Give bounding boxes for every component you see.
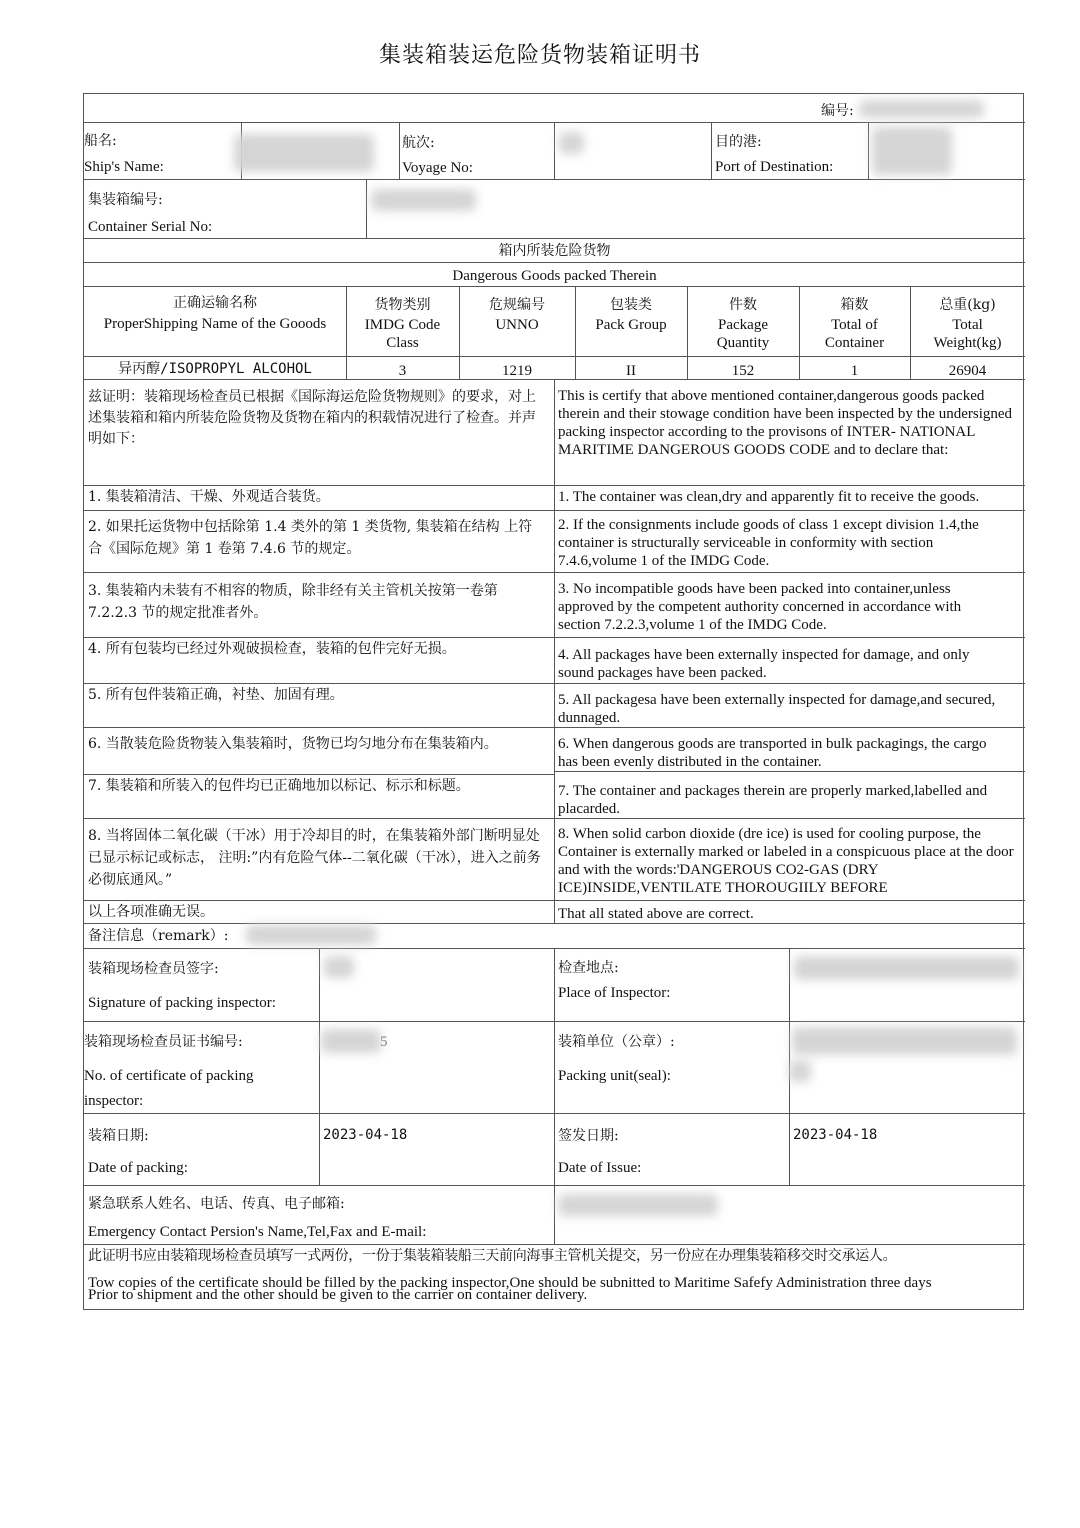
col-quantity-zh: 件数 <box>729 297 757 313</box>
container-serial-label-en: Container Serial No: <box>88 219 213 235</box>
all-correct-zh: 以上各项准确无误。 <box>88 904 214 920</box>
certificate-number-label-en-2: inspector: <box>84 1093 144 1109</box>
packing-date-value: 2023-04-18 <box>323 1127 408 1143</box>
declaration-item-7-en: 7. The container and packages therein are properly marked,labelled and placarded. <box>558 783 988 817</box>
redacted-inspector-signature <box>324 956 354 978</box>
redacted-port <box>872 127 952 175</box>
declaration-item-1-zh: 1. 集装箱清洁、干燥、外观适合装货。 <box>88 489 330 505</box>
declaration-item-6-en: 6. When dangerous goods are transported in bulk packagings, the cargo has been evenly distributed in the container. <box>558 736 987 770</box>
redacted-ship-name <box>234 134 374 172</box>
goods-header-en: Dangerous Goods packed Therein <box>452 268 657 284</box>
col-unno-zh: 危规编号 <box>489 297 545 313</box>
col-quantity-en: Package Quantity <box>716 317 770 351</box>
certificate-number-tail: 5 <box>380 1034 388 1050</box>
declaration-item-4-en: 4. All packages have been externally inspected for damage, and only sound packages have been packed. <box>558 647 970 681</box>
redacted-voyage <box>559 132 584 154</box>
footer-note-en-2: Prior to shipment and the other should be given to the carrier on container delivery. <box>88 1287 588 1303</box>
col-pack-group-zh: 包装类 <box>610 297 652 313</box>
goods-weight: 26904 <box>948 363 987 379</box>
redacted-certificate-number <box>321 1029 381 1053</box>
goods-quantity: 152 <box>731 363 755 379</box>
ship-name-label-zh: 船名: <box>84 133 117 149</box>
col-class-en: IMDG Code Class <box>364 317 441 351</box>
col-weight-zh: 总重(kg) <box>939 297 996 313</box>
document-number-label: 编号: <box>821 103 854 119</box>
col-containers-zh: 箱数 <box>840 297 869 313</box>
goods-name: 异丙醇/ISOPROPYL ALCOHOL <box>118 361 312 377</box>
redacted-packing-seal <box>789 1060 811 1082</box>
voyage-label-zh: 航次: <box>402 135 435 151</box>
container-serial-label-zh: 集装箱编号: <box>88 192 163 208</box>
declaration-item-2-zh: 2. 如果托运货物中包括除第 1.4 类外的第 1 类货物, 集装箱在结构 上符合《国际危规》第 1 卷第 7.4.6 节的规定。 <box>88 519 533 557</box>
declaration-intro-en: This is certify that above mentioned container,dangerous goods packed therein and their stowage condition have been inspected by the undersigned packing inspector according to the provisons of INTER- NATIONAL MARITIME DANGEROUS GOODS CODE and to declare that: <box>558 388 1013 458</box>
declaration-item-7-zh: 7. 集装箱和所装入的包件均已正确地加以标记、标示和标题。 <box>88 778 470 794</box>
remark-label: 备注信息（remark）: <box>88 928 229 944</box>
port-label-zh: 目的港: <box>715 134 762 150</box>
goods-unno: 1219 <box>502 363 532 379</box>
inspector-signature-label-zh: 装箱现场检查员签字: <box>88 961 219 977</box>
declaration-item-3-zh: 3. 集装箱内未装有不相容的物质，除非经有关主管机关按第一卷第 7.2.2.3 节的规定批准者外。 <box>88 583 498 621</box>
col-unno-en: UNNO <box>495 317 539 333</box>
col-class-zh: 货物类别 <box>374 297 431 313</box>
emergency-contact-label-en: Emergency Contact Persion's Name,Tel,Fax and E-mail: <box>88 1224 427 1240</box>
declaration-intro-zh: 兹证明：装箱现场检查员已根据《国际海运危险货物规则》的要求，对上述集装箱和箱内所装危险货物及货物在箱内的积载情况进行了检查。并声明如下： <box>88 389 536 447</box>
issue-date-value: 2023-04-18 <box>793 1127 878 1143</box>
footer-note-en-1: Tow copies of the certificate should be filled by the packing inspector,One should be subnitted to Maritime Safefy Administration three days <box>88 1275 932 1291</box>
packing-unit-label-zh: 装箱单位（公章）: <box>558 1034 675 1050</box>
certificate-form <box>83 93 1024 1310</box>
goods-pack-group: II <box>626 363 636 379</box>
goods-class: 3 <box>398 363 407 379</box>
declaration-item-1-en: 1. The container was clean,dry and apparently fit to receive the goods. <box>558 489 980 505</box>
redacted-packing-unit <box>792 1027 1017 1055</box>
inspection-place-label-en: Place of Inspector: <box>558 985 671 1001</box>
emergency-contact-label-zh: 紧急联系人姓名、电话、传真、电子邮箱: <box>88 1196 345 1212</box>
declaration-item-2-en: 2. If the consignments include goods of class 1 except division 1.4,the container is structurally serviceable in conformity with section 7.4.6,volume 1 of the IMDG Code. <box>558 517 979 569</box>
packing-date-label-zh: 装箱日期: <box>88 1128 149 1144</box>
issue-date-label-en: Date of Issue: <box>558 1160 642 1176</box>
goods-containers: 1 <box>850 363 859 379</box>
footer-note-zh: 此证明书应由装箱现场检查员填写一式两份，一份于集装箱装船三天前向海事主管机关提交，另一份应在办理集装箱移交时交承运人。 <box>88 1248 897 1264</box>
declaration-item-5-zh: 5. 所有包件装箱正确，衬垫、加固有理。 <box>88 687 344 703</box>
declaration-item-3-en: 3. No incompatible goods have been packed into container,unless approved by the competent authority concerned in accordance with section 7.2.2.3,volume 1 of the IMDG Code. <box>558 581 962 633</box>
declaration-item-6-zh: 6. 当散装危险货物装入集装箱时，货物已均匀地分布在集装箱内。 <box>88 736 498 752</box>
inspector-signature-label-en: Signature of packing inspector: <box>88 995 276 1011</box>
redacted-inspection-place <box>794 956 1019 980</box>
col-containers-en: Total of Container <box>824 317 885 351</box>
all-correct-en: That all stated above are correct. <box>558 906 754 922</box>
issue-date-label-zh: 签发日期: <box>558 1128 619 1144</box>
col-name-zh: 正确运输名称 <box>173 295 257 311</box>
declaration-item-4-zh: 4. 所有包装均已经过外观破损检查，装箱的包件完好无损。 <box>88 641 456 657</box>
declaration-item-8-zh: 8. 当将固体二氧化碳（干冰）用于冷却目的时，在集装箱外部门断明显处已显示标记或标志， 注明:”内有危险气体--二氧化碳（干冰），进入之前务必彻底通风。” <box>88 828 541 888</box>
packing-date-label-en: Date of packing: <box>88 1160 188 1176</box>
goods-header-zh: 箱内所装危险货物 <box>498 243 611 259</box>
redacted-document-number <box>859 100 984 118</box>
redacted-emergency-contact <box>558 1194 718 1216</box>
inspection-place-label-zh: 检查地点: <box>558 960 619 976</box>
packing-unit-label-en: Packing unit(seal): <box>558 1068 671 1084</box>
port-label-en: Port of Destination: <box>715 159 834 175</box>
certificate-number-label-zh: 装箱现场检查员证书编号: <box>84 1034 243 1050</box>
col-pack-group-en: Pack Group <box>595 317 667 333</box>
certificate-number-label-en-1: No. of certificate of packing <box>84 1068 254 1084</box>
voyage-label-en: Voyage No: <box>402 160 473 176</box>
redacted-container-serial <box>371 189 476 211</box>
declaration-item-5-en: 5. All packagesa have been externally inspected for damage,and secured, dunnaged. <box>558 692 996 726</box>
ship-name-label-en: Ship's Name: <box>84 159 164 175</box>
redacted-remark <box>246 925 376 945</box>
declaration-item-8-en: 8. When solid carbon dioxide (dre ice) is used for cooling purpose, the Container is externally marked or labeled in a conspicuous place at the door and with the words:'DANGEROUS CO2-GAS (DRY ICE)INSIDE,VENTILATE THOROUGIILY BEFORE <box>558 826 1014 896</box>
col-weight-en: Total Weight(kg) <box>933 317 1002 351</box>
document-title: 集装箱装运危险货物装箱证明书 <box>378 43 701 68</box>
col-name-en: ProperShipping Name of the Gooods <box>103 316 327 332</box>
